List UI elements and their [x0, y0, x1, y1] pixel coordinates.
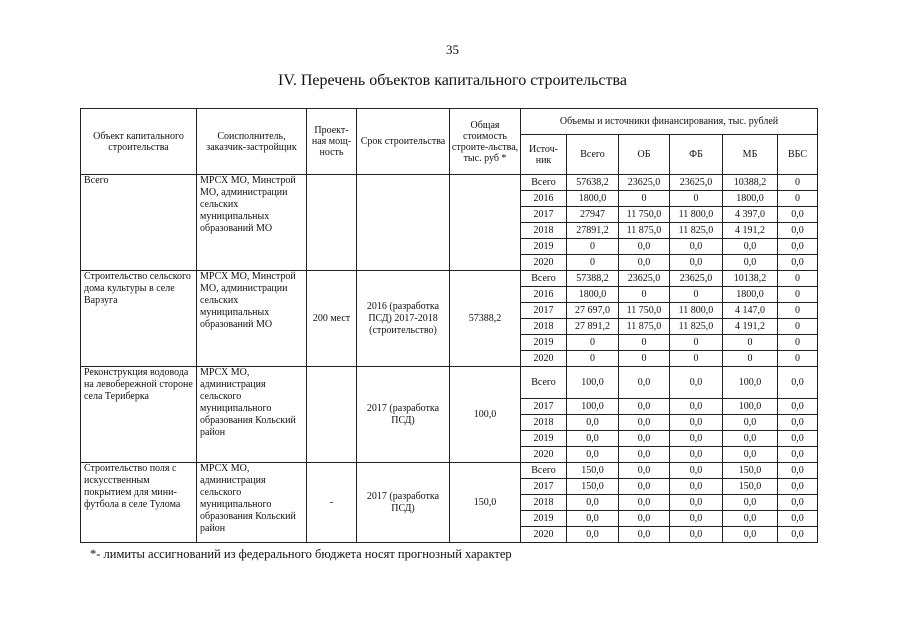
term-cell: 2017 (разработка ПСД)	[357, 463, 450, 543]
mb-cell: 0,0	[723, 415, 778, 431]
mb-cell: 0	[723, 351, 778, 367]
term-cell: 2016 (разработка ПСД) 2017-2018 (строительство)	[357, 271, 450, 367]
source-cell: Всего	[521, 463, 567, 479]
vbs-cell: 0,0	[778, 479, 818, 495]
mb-cell: 4 191,2	[723, 223, 778, 239]
fb-cell: 0	[670, 335, 723, 351]
header-all: Всего	[567, 135, 619, 175]
all-cell: 0,0	[567, 415, 619, 431]
fb-cell: 0	[670, 287, 723, 303]
ob-cell: 0,0	[619, 431, 670, 447]
all-cell: 27891,2	[567, 223, 619, 239]
ob-cell: 0	[619, 287, 670, 303]
ob-cell: 11 750,0	[619, 207, 670, 223]
ob-cell: 23625,0	[619, 271, 670, 287]
table-row	[81, 271, 818, 287]
vbs-cell: 0,0	[778, 511, 818, 527]
fb-cell: 23625,0	[670, 175, 723, 191]
cost-cell: 57388,2	[450, 271, 521, 367]
capacity-cell	[307, 175, 357, 271]
ob-cell: 0,0	[619, 399, 670, 415]
mb-cell: 0,0	[723, 495, 778, 511]
ob-cell: 0	[619, 351, 670, 367]
ob-cell: 0,0	[619, 447, 670, 463]
capacity-cell: 200 мест	[307, 271, 357, 367]
header-vbs: ВБС	[778, 135, 818, 175]
fb-cell: 0,0	[670, 431, 723, 447]
vbs-cell: 0,0	[778, 239, 818, 255]
capital-construction-table	[80, 108, 818, 543]
mb-cell: 4 191,2	[723, 319, 778, 335]
mb-cell: 4 397,0	[723, 207, 778, 223]
page-title: IV. Перечень объектов капитального строительства	[278, 72, 627, 89]
all-cell: 1800,0	[567, 191, 619, 207]
header-total-cost: Общая стоимость строите-льства, тыс. руб *	[450, 109, 521, 175]
fb-cell: 0,0	[670, 415, 723, 431]
source-cell: 2019	[521, 239, 567, 255]
ob-cell: 0	[619, 335, 670, 351]
vbs-cell: 0	[778, 271, 818, 287]
ob-cell: 0,0	[619, 495, 670, 511]
ob-cell: 0	[619, 191, 670, 207]
fb-cell: 0,0	[670, 367, 723, 399]
source-cell: 2019	[521, 431, 567, 447]
executor-cell: МРСХ МО, Минстрой МО, администрации сельских муниципальных образований МО	[197, 175, 307, 271]
ob-cell: 11 750,0	[619, 303, 670, 319]
all-cell: 57388,2	[567, 271, 619, 287]
source-cell: 2017	[521, 303, 567, 319]
source-cell: Всего	[521, 271, 567, 287]
header-financing: Объемы и источники финансирования, тыс. рублей	[521, 109, 818, 135]
source-cell: Всего	[521, 367, 567, 399]
vbs-cell: 0	[778, 319, 818, 335]
mb-cell: 0,0	[723, 431, 778, 447]
source-cell: 2019	[521, 335, 567, 351]
all-cell: 0,0	[567, 511, 619, 527]
ob-cell: 0,0	[619, 527, 670, 543]
mb-cell: 100,0	[723, 367, 778, 399]
all-cell: 0,0	[567, 495, 619, 511]
vbs-cell: 0,0	[778, 207, 818, 223]
mb-cell: 150,0	[723, 479, 778, 495]
fb-cell: 0,0	[670, 527, 723, 543]
header-object: Объект капитального строительства	[81, 109, 197, 175]
header-fb: ФБ	[670, 135, 723, 175]
executor-cell: МРСХ МО, Минстрой МО, администрации сельских муниципальных образований МО	[197, 271, 307, 367]
vbs-cell: 0,0	[778, 223, 818, 239]
fb-cell: 0,0	[670, 447, 723, 463]
vbs-cell: 0	[778, 287, 818, 303]
term-cell: 2017 (разработка ПСД)	[357, 367, 450, 463]
capacity-cell: -	[307, 463, 357, 543]
vbs-cell: 0,0	[778, 447, 818, 463]
executor-cell: МРСХ МО, администрация сельского муниципального образования Кольский район	[197, 463, 307, 543]
all-cell: 27947	[567, 207, 619, 223]
header-executor: Соисполнитель, заказчик-застройщик	[197, 109, 307, 175]
all-cell: 57638,2	[567, 175, 619, 191]
source-cell: Всего	[521, 175, 567, 191]
all-cell: 150,0	[567, 463, 619, 479]
vbs-cell: 0	[778, 335, 818, 351]
fb-cell: 23625,0	[670, 271, 723, 287]
mb-cell: 10388,2	[723, 175, 778, 191]
mb-cell: 0,0	[723, 527, 778, 543]
source-cell: 2016	[521, 191, 567, 207]
fb-cell: 0	[670, 351, 723, 367]
mb-cell: 0,0	[723, 511, 778, 527]
page-number: 35	[446, 42, 459, 57]
object-cell: Реконструкция водовода на левобережной стороне села Териберка	[81, 367, 197, 463]
vbs-cell: 0,0	[778, 495, 818, 511]
mb-cell: 0,0	[723, 255, 778, 271]
vbs-cell: 0	[778, 303, 818, 319]
source-cell: 2018	[521, 415, 567, 431]
all-cell: 0	[567, 239, 619, 255]
header-term: Срок строительства	[357, 109, 450, 175]
mb-cell: 0,0	[723, 239, 778, 255]
fb-cell: 0,0	[670, 239, 723, 255]
table-row	[81, 463, 818, 479]
all-cell: 0	[567, 255, 619, 271]
fb-cell: 11 800,0	[670, 207, 723, 223]
mb-cell: 10138,2	[723, 271, 778, 287]
cost-cell: 100,0	[450, 367, 521, 463]
all-cell: 150,0	[567, 479, 619, 495]
table-row	[81, 367, 818, 399]
capacity-cell	[307, 367, 357, 463]
footnote: *- лимиты ассигнований из федерального бюджета носят прогнозный характер	[90, 547, 512, 561]
cost-cell	[450, 175, 521, 271]
all-cell: 0,0	[567, 527, 619, 543]
source-cell: 2020	[521, 351, 567, 367]
ob-cell: 11 875,0	[619, 223, 670, 239]
source-cell: 2020	[521, 447, 567, 463]
fb-cell: 11 800,0	[670, 303, 723, 319]
all-cell: 100,0	[567, 367, 619, 399]
source-cell: 2019	[521, 511, 567, 527]
source-cell: 2018	[521, 495, 567, 511]
object-cell: Строительство поля с искусственным покрытием для мини-футбола в селе Тулома	[81, 463, 197, 543]
vbs-cell: 0	[778, 175, 818, 191]
executor-cell: МРСХ МО, администрация сельского муниципального образования Кольский район	[197, 367, 307, 463]
mb-cell: 0	[723, 335, 778, 351]
header-capacity: Проект-ная мощ-ность	[307, 109, 357, 175]
all-cell: 0,0	[567, 431, 619, 447]
object-cell: Строительство сельского дома культуры в селе Варзуга	[81, 271, 197, 367]
source-cell: 2017	[521, 479, 567, 495]
all-cell: 27 697,0	[567, 303, 619, 319]
mb-cell: 0,0	[723, 447, 778, 463]
ob-cell: 23625,0	[619, 175, 670, 191]
all-cell: 1800,0	[567, 287, 619, 303]
fb-cell: 11 825,0	[670, 319, 723, 335]
all-cell: 0,0	[567, 447, 619, 463]
vbs-cell: 0,0	[778, 255, 818, 271]
table-row	[81, 175, 818, 191]
header-source: Источ-ник	[521, 135, 567, 175]
fb-cell: 0,0	[670, 399, 723, 415]
fb-cell: 0,0	[670, 255, 723, 271]
mb-cell: 1800,0	[723, 287, 778, 303]
fb-cell: 0,0	[670, 511, 723, 527]
term-cell	[357, 175, 450, 271]
source-cell: 2020	[521, 255, 567, 271]
object-cell: Всего	[81, 175, 197, 271]
header-mb: МБ	[723, 135, 778, 175]
ob-cell: 0,0	[619, 255, 670, 271]
ob-cell: 0,0	[619, 367, 670, 399]
all-cell: 100,0	[567, 399, 619, 415]
fb-cell: 0,0	[670, 479, 723, 495]
ob-cell: 0,0	[619, 479, 670, 495]
ob-cell: 0,0	[619, 463, 670, 479]
vbs-cell: 0,0	[778, 399, 818, 415]
source-cell: 2017	[521, 207, 567, 223]
fb-cell: 11 825,0	[670, 223, 723, 239]
mb-cell: 100,0	[723, 399, 778, 415]
source-cell: 2016	[521, 287, 567, 303]
ob-cell: 0,0	[619, 511, 670, 527]
vbs-cell: 0	[778, 191, 818, 207]
all-cell: 0	[567, 335, 619, 351]
all-cell: 0	[567, 351, 619, 367]
cost-cell: 150,0	[450, 463, 521, 543]
ob-cell: 0,0	[619, 415, 670, 431]
source-cell: 2017	[521, 399, 567, 415]
fb-cell: 0,0	[670, 463, 723, 479]
header-ob: ОБ	[619, 135, 670, 175]
source-cell: 2018	[521, 319, 567, 335]
fb-cell: 0	[670, 191, 723, 207]
mb-cell: 1800,0	[723, 191, 778, 207]
all-cell: 27 891,2	[567, 319, 619, 335]
vbs-cell: 0	[778, 351, 818, 367]
vbs-cell: 0,0	[778, 431, 818, 447]
source-cell: 2018	[521, 223, 567, 239]
fb-cell: 0,0	[670, 495, 723, 511]
ob-cell: 0,0	[619, 239, 670, 255]
mb-cell: 4 147,0	[723, 303, 778, 319]
vbs-cell: 0,0	[778, 463, 818, 479]
mb-cell: 150,0	[723, 463, 778, 479]
source-cell: 2020	[521, 527, 567, 543]
vbs-cell: 0,0	[778, 527, 818, 543]
ob-cell: 11 875,0	[619, 319, 670, 335]
vbs-cell: 0,0	[778, 367, 818, 399]
vbs-cell: 0,0	[778, 415, 818, 431]
